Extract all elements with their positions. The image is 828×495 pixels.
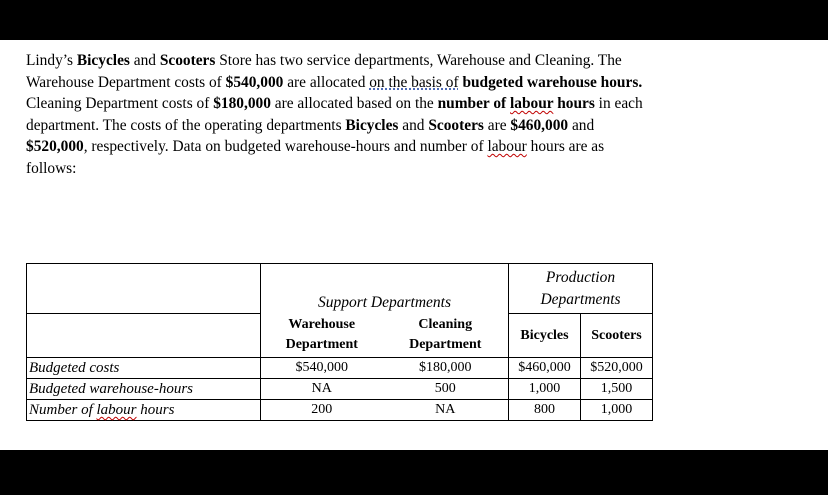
text-run-bold: $180,000 xyxy=(213,95,271,112)
text-run: are allocated based on the xyxy=(270,95,438,112)
text-run: and xyxy=(129,52,160,69)
cell-cleaning: 500 xyxy=(383,379,509,400)
text-run: follows: xyxy=(26,159,77,177)
document-page xyxy=(0,40,828,450)
column-header-warehouse: Warehouse Department xyxy=(261,314,383,358)
production-departments-header: Production Departments xyxy=(509,264,653,314)
text-run-bold: Bicycles xyxy=(76,52,130,69)
text-run: are xyxy=(483,116,511,134)
text-run-bold: budgeted warehouse hours. xyxy=(462,73,643,91)
text-run: Warehouse Department costs of xyxy=(26,73,226,91)
cell-bicycles: 1,000 xyxy=(509,379,581,400)
text-run-bold: Scooters xyxy=(159,52,216,69)
text-run: and xyxy=(568,116,595,134)
row-label: Budgeted costs xyxy=(27,358,261,379)
table-corner-cell-lower xyxy=(27,314,261,358)
cell-cleaning: $180,000 xyxy=(383,358,509,379)
text-run: in each xyxy=(594,95,643,112)
text-run-bold: $460,000 xyxy=(510,116,569,134)
text-run-bold: Bicycles xyxy=(345,116,399,134)
cell-bicycles: 800 xyxy=(509,400,581,421)
column-header-bicycles: Bicycles xyxy=(509,314,581,358)
text-run: hours are as xyxy=(526,138,605,155)
text-run: are allocated xyxy=(283,73,370,91)
text-run: Cleaning Department costs of xyxy=(26,95,214,112)
text-run: Store has two service departments, Warehouse and Cleaning. The xyxy=(215,52,622,69)
text-run: department. The costs of the operating departments xyxy=(26,116,346,134)
spellcheck-marked-text: labour xyxy=(96,402,137,418)
table-row xyxy=(27,379,653,400)
table-corner-cell xyxy=(27,264,261,314)
row-label: Number of labour hours xyxy=(27,400,261,421)
support-departments-header: Support Departments xyxy=(261,264,509,314)
column-header-cleaning: Cleaning Department xyxy=(383,314,509,358)
cell-scooters: $520,000 xyxy=(581,358,653,379)
cell-warehouse: $540,000 xyxy=(261,358,383,379)
spellcheck-marked-text: labour xyxy=(510,95,554,112)
text-run-bold: number of xyxy=(437,95,510,112)
cell-warehouse: 200 xyxy=(261,400,383,421)
cell-warehouse: NA xyxy=(261,379,383,400)
problem-paragraph xyxy=(26,50,816,179)
cell-cleaning: NA xyxy=(383,400,509,421)
spellcheck-marked-text: labour xyxy=(487,138,527,155)
data-table xyxy=(26,263,653,421)
text-run: and xyxy=(398,116,429,134)
text-run: Lindy’s xyxy=(26,52,77,69)
cell-scooters: 1,500 xyxy=(581,379,653,400)
text-run-bold: $520,000 xyxy=(26,138,84,155)
row-label: Budgeted warehouse-hours xyxy=(27,379,261,400)
grammar-marked-text: on the basis of xyxy=(369,73,459,91)
cell-scooters: 1,000 xyxy=(581,400,653,421)
table-row xyxy=(27,358,653,379)
text-run: , respectively. Data on budgeted warehouse-hours and number of xyxy=(83,138,488,155)
column-header-scooters: Scooters xyxy=(581,314,653,358)
text-run-bold: $540,000 xyxy=(225,73,284,91)
cell-bicycles: $460,000 xyxy=(509,358,581,379)
table-row xyxy=(27,400,653,421)
text-run-bold: hours xyxy=(553,95,595,112)
text-run-bold: Scooters xyxy=(428,116,484,134)
